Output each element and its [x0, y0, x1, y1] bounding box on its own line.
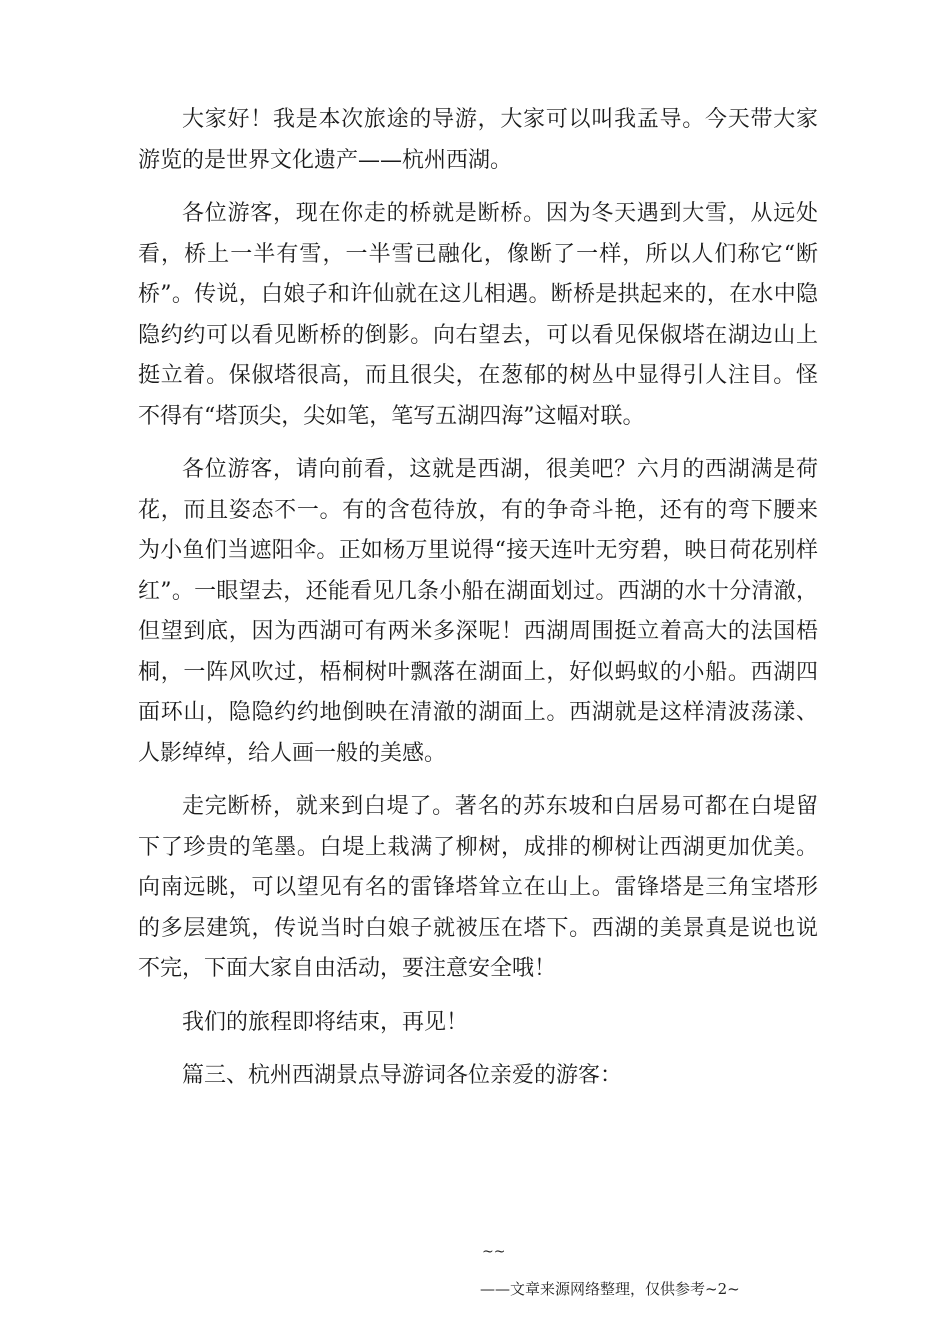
paragraph-broken-bridge: 各位游客，现在你走的桥就是断桥。因为冬天遇到大雪，从远处看，桥上一半有雪，一半雪已融化，像断了一样，所以人们称它“断桥”。传说，白娘子和许仙就在这儿相遇。断桥是拱起来的，在水中隐隐约约可以看见断桥的倒影。向右望去，可以看见保俶塔在湖边山上挺立着。保俶塔很高，而且很尖，在葱郁的树丛中显得引人注目。怪不得有“塔顶尖，尖如笔，笔写五湖四海”这幅对联。	[138, 201, 818, 429]
footer-mark: ~~	[482, 1244, 506, 1260]
paragraph-farewell: 我们的旅程即将结束，再见！	[182, 1009, 469, 1035]
paragraph-bai-causeway: 走完断桥，就来到白堤了。著名的苏东坡和白居易可都在白堤留下了珍贵的笔墨。白堤上栽满了柳树，成排的柳树让西湖更加优美。向南远眺，可以望见有名的雷锋塔耸立在山上。雷锋塔是三角宝塔形的多层建筑，传说当时白娘子就被压在塔下。西湖的美景真是说也说不完，下面大家自由活动，要注意安全哦！	[138, 794, 818, 981]
body-text	[138, 100, 818, 1110]
paragraph-west-lake: 各位游客，请向前看，这就是西湖，很美吧？六月的西湖满是荷花，而且姿态不一。有的含苞待放，有的争奇斗艳，还有的弯下腰来为小鱼们当遮阳伞。正如杨万里说得“接天连叶无穷碧，映日荷花别样红”。一眼望去，还能看见几条小船在湖面划过。西湖的水十分清澈，但望到底，因为西湖可有两米多深呢！西湖周围挺立着高大的法国梧桐，一阵风吹过，梧桐树叶飘落在湖面上，好似蚂蚁的小船。西湖四面环山，隐隐约约地倒映在清澈的湖面上。西湖就是这样清波荡漾、人影绰绰，给人画一般的美感。	[138, 457, 818, 766]
paragraph-section-three: 篇三、杭州西湖景点导游词各位亲爱的游客：	[182, 1063, 623, 1088]
paragraph-intro: 大家好！我是本次旅途的导游，大家可以叫我孟导。今天带大家游览的是世界文化遗产——杭州西湖。	[138, 107, 818, 173]
footer-note: ——文章来源网络整理，仅供参考~2~	[480, 1280, 740, 1298]
